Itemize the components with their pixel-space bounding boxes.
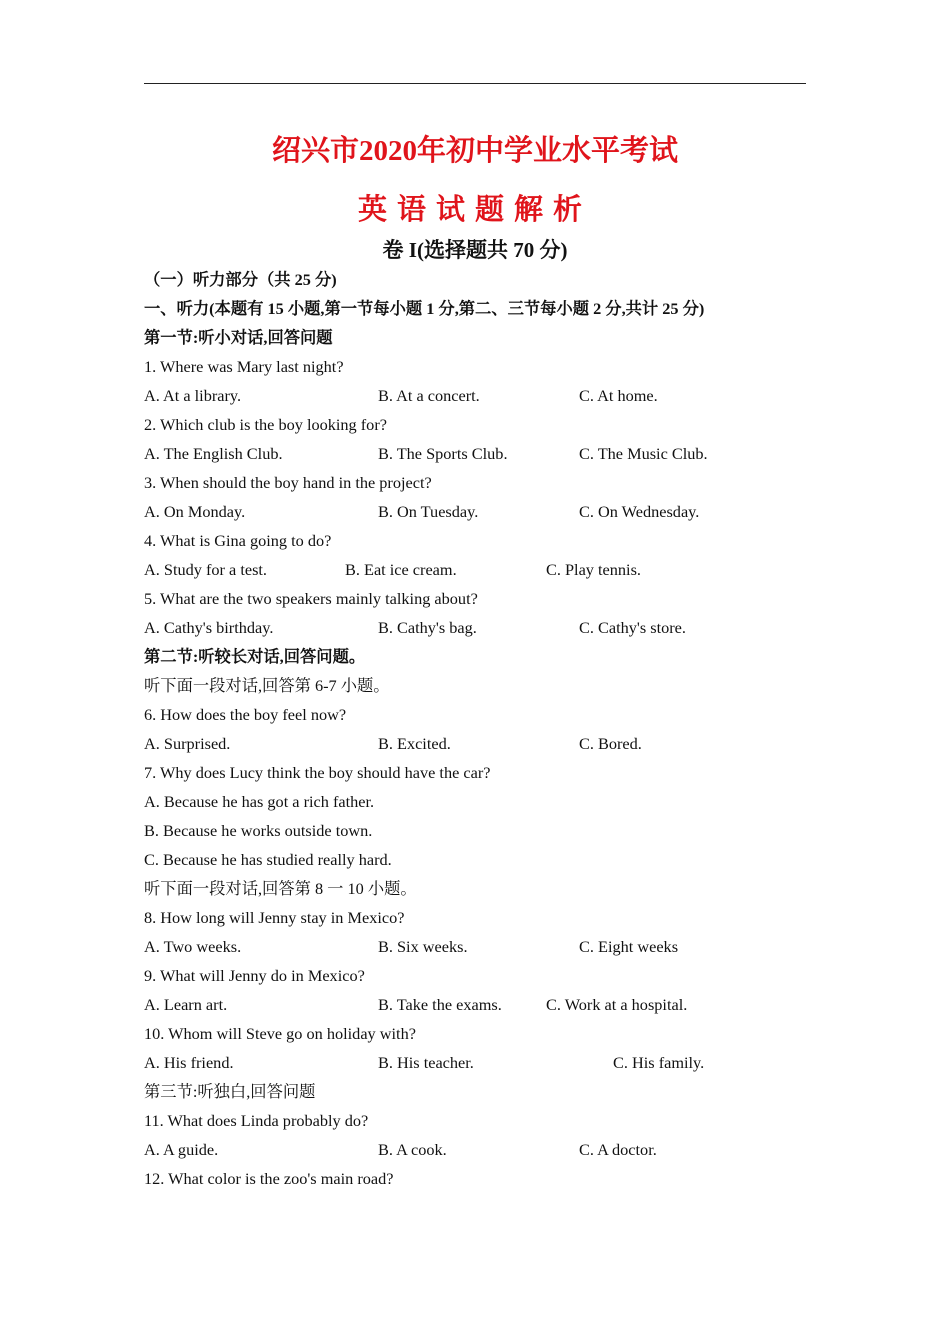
question-7: 7. Why does Lucy think the boy should have the car? [144,763,491,782]
question-9: 9. What will Jenny do in Mexico? [144,966,365,985]
question-3: 3. When should the boy hand in the project? [144,473,432,492]
question-10: 10. Whom will Steve go on holiday with? [144,1024,416,1043]
options-3 [144,497,824,526]
option-b: B. On Tuesday. [378,502,479,521]
option-c: C. His family. [613,1053,705,1072]
option-b: B. A cook. [378,1140,447,1159]
question-2: 2. Which club is the boy looking for? [144,415,387,434]
part-heading: （一）听力部分（共 25 分) [144,270,337,289]
option-a: A. On Monday. [144,502,246,521]
option-c: C. Play tennis. [546,560,641,579]
option-7b: B. Because he works outside town. [144,821,373,840]
options-6 [144,729,824,758]
option-b: B. His teacher. [378,1053,474,1072]
option-c: C. At home. [579,386,658,405]
dialog2-intro: 听下面一段对话,回答第 8 一 10 小题。 [144,879,417,898]
options-1 [144,381,824,410]
exam-subtitle: 英语试题解析 [357,194,592,226]
listening-instructions: 一、听力(本题有 15 小题,第一节每小题 1 分,第二、三节每小题 2 分,共计 25 分) [144,299,705,318]
option-a: A. Study for a test. [144,560,267,579]
question-5: 5. What are the two speakers mainly talking about? [144,589,478,608]
option-a: A. Two weeks. [144,937,242,956]
option-a: A. Learn art. [144,995,228,1014]
section1-heading: 第一节:听小对话,回答问题 [144,328,333,347]
question-11: 11. What does Linda probably do? [144,1111,369,1130]
question-12: 12. What color is the zoo's main road? [144,1169,394,1188]
option-c: C. Eight weeks [579,937,679,956]
question-1: 1. Where was Mary last night? [144,357,344,376]
options-2 [144,439,824,468]
question-6: 6. How does the boy feel now? [144,705,347,724]
option-7c: C. Because he has studied really hard. [144,850,392,869]
question-8: 8. How long will Jenny stay in Mexico? [144,908,405,927]
option-a: A. Cathy's birthday. [144,618,274,637]
dialog1-intro: 听下面一段对话,回答第 6-7 小题。 [144,676,390,695]
option-a: A. A guide. [144,1140,219,1159]
option-b: B. Cathy's bag. [378,618,477,637]
option-b: B. Eat ice cream. [345,560,457,579]
section2-heading: 第二节:听较长对话,回答问题。 [144,647,366,666]
option-c: C. Cathy's store. [579,618,686,637]
option-7a: A. Because he has got a rich father. [144,792,375,811]
option-b: B. Take the exams. [378,995,502,1014]
option-c: C. A doctor. [579,1140,657,1159]
option-a: A. His friend. [144,1053,234,1072]
option-b: B. The Sports Club. [378,444,508,463]
header-rule [144,83,806,84]
question-4: 4. What is Gina going to do? [144,531,332,550]
options-8 [144,932,824,961]
option-a: A. At a library. [144,386,242,405]
option-c: C. Work at a hospital. [546,995,688,1014]
option-b: B. Six weeks. [378,937,468,956]
options-10 [144,1048,824,1077]
options-5 [144,613,824,642]
section3-heading: 第三节:听独白,回答问题 [144,1082,316,1101]
options-11 [144,1135,824,1164]
paper-section-title: 卷 I(选择题共 70 分) [382,238,568,262]
option-c: C. The Music Club. [579,444,708,463]
options-9 [144,990,824,1019]
option-c: C. On Wednesday. [579,502,700,521]
exam-content [144,265,824,1193]
options-4 [144,555,824,584]
option-b: B. At a concert. [378,386,480,405]
option-c: C. Bored. [579,734,642,753]
option-b: B. Excited. [378,734,451,753]
option-a: A. Surprised. [144,734,231,753]
option-a: A. The English Club. [144,444,283,463]
exam-title: 绍兴市2020年初中学业水平考试 [271,135,678,167]
